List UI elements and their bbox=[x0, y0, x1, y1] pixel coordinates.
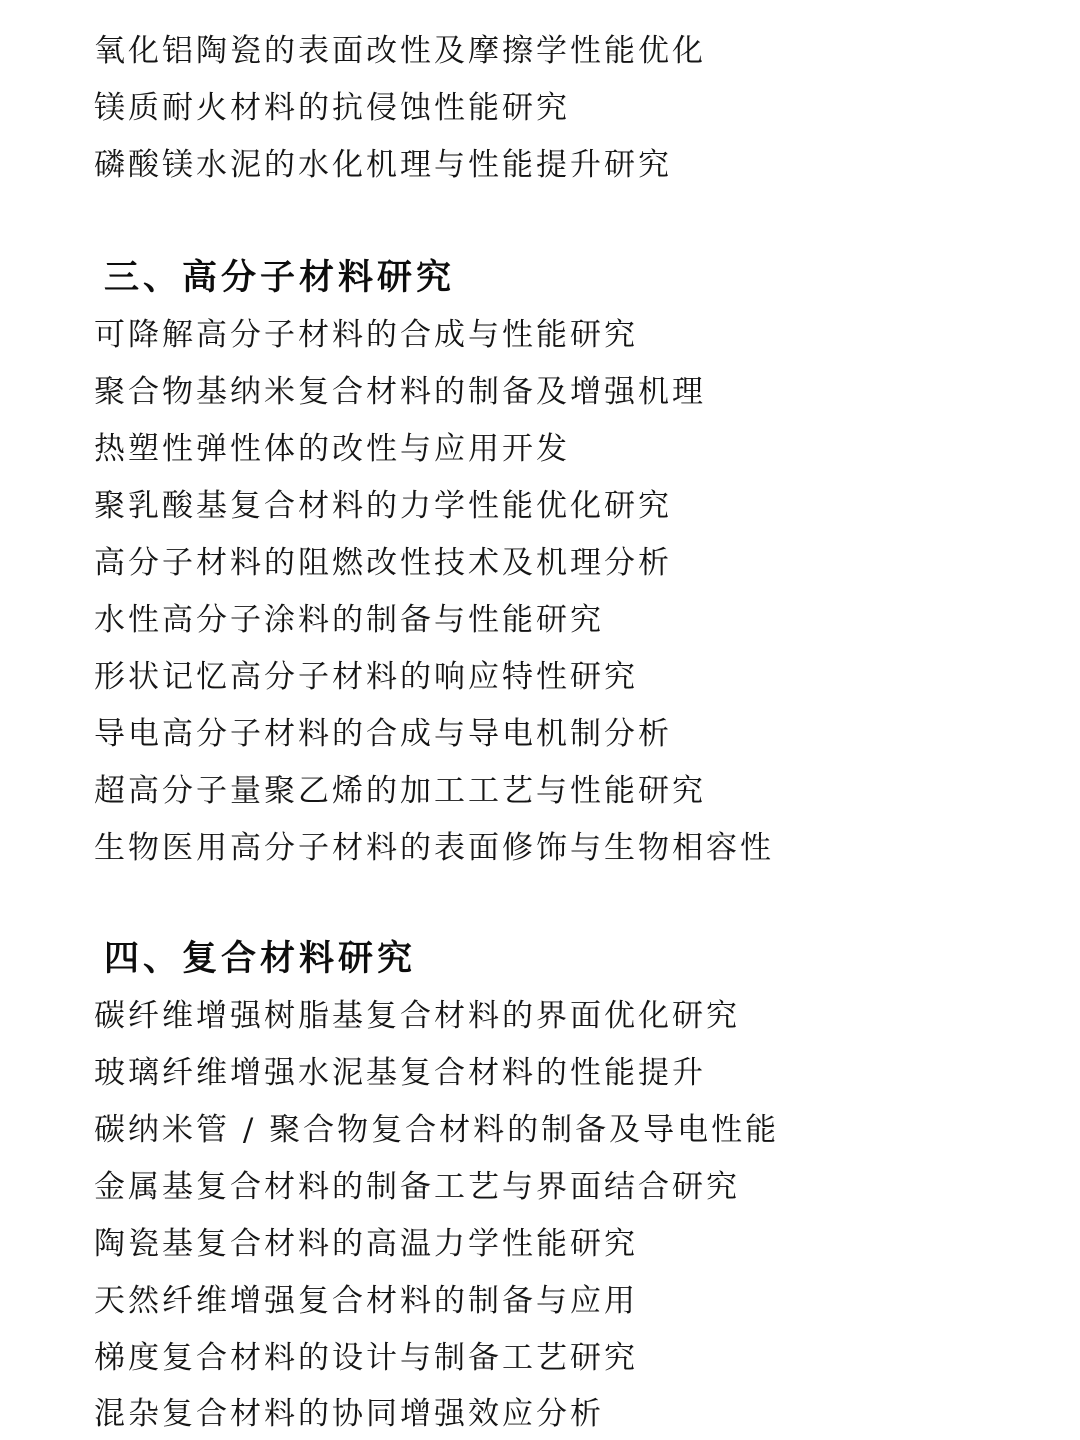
list-item: 氧化铝陶瓷的表面改性及摩擦学性能优化 bbox=[94, 33, 706, 69]
list-item: 聚乳酸基复合材料的力学性能优化研究 bbox=[94, 488, 672, 524]
list-item: 镁质耐火材料的抗侵蚀性能研究 bbox=[94, 90, 570, 126]
list-item: 导电高分子材料的合成与导电机制分析 bbox=[94, 716, 672, 752]
list-item: 磷酸镁水泥的水化机理与性能提升研究 bbox=[94, 147, 672, 183]
list-item: 梯度复合材料的设计与制备工艺研究 bbox=[94, 1340, 638, 1376]
section-heading: 四、复合材料研究 bbox=[104, 938, 417, 979]
list-item: 玻璃纤维增强水泥基复合材料的性能提升 bbox=[94, 1055, 706, 1091]
section-heading: 三、高分子材料研究 bbox=[104, 257, 456, 298]
list-item: 可降解高分子材料的合成与性能研究 bbox=[94, 317, 638, 353]
list-item: 碳纤维增强树脂基复合材料的界面优化研究 bbox=[94, 998, 740, 1034]
list-item: 高分子材料的阻燃改性技术及机理分析 bbox=[94, 545, 672, 581]
list-item: 水性高分子涂料的制备与性能研究 bbox=[94, 602, 604, 638]
list-item: 碳纳米管 / 聚合物复合材料的制备及导电性能 bbox=[94, 1112, 780, 1148]
list-item: 形状记忆高分子材料的响应特性研究 bbox=[94, 659, 638, 695]
list-item: 金属基复合材料的制备工艺与界面结合研究 bbox=[94, 1169, 740, 1205]
list-item: 热塑性弹性体的改性与应用开发 bbox=[94, 431, 570, 467]
list-item: 超高分子量聚乙烯的加工工艺与性能研究 bbox=[94, 773, 706, 809]
list-item: 混杂复合材料的协同增强效应分析 bbox=[94, 1396, 604, 1432]
list-item: 生物医用高分子材料的表面修饰与生物相容性 bbox=[94, 830, 774, 866]
list-item: 天然纤维增强复合材料的制备与应用 bbox=[94, 1283, 638, 1319]
list-item: 聚合物基纳米复合材料的制备及增强机理 bbox=[94, 374, 706, 410]
list-item: 陶瓷基复合材料的高温力学性能研究 bbox=[94, 1226, 638, 1262]
